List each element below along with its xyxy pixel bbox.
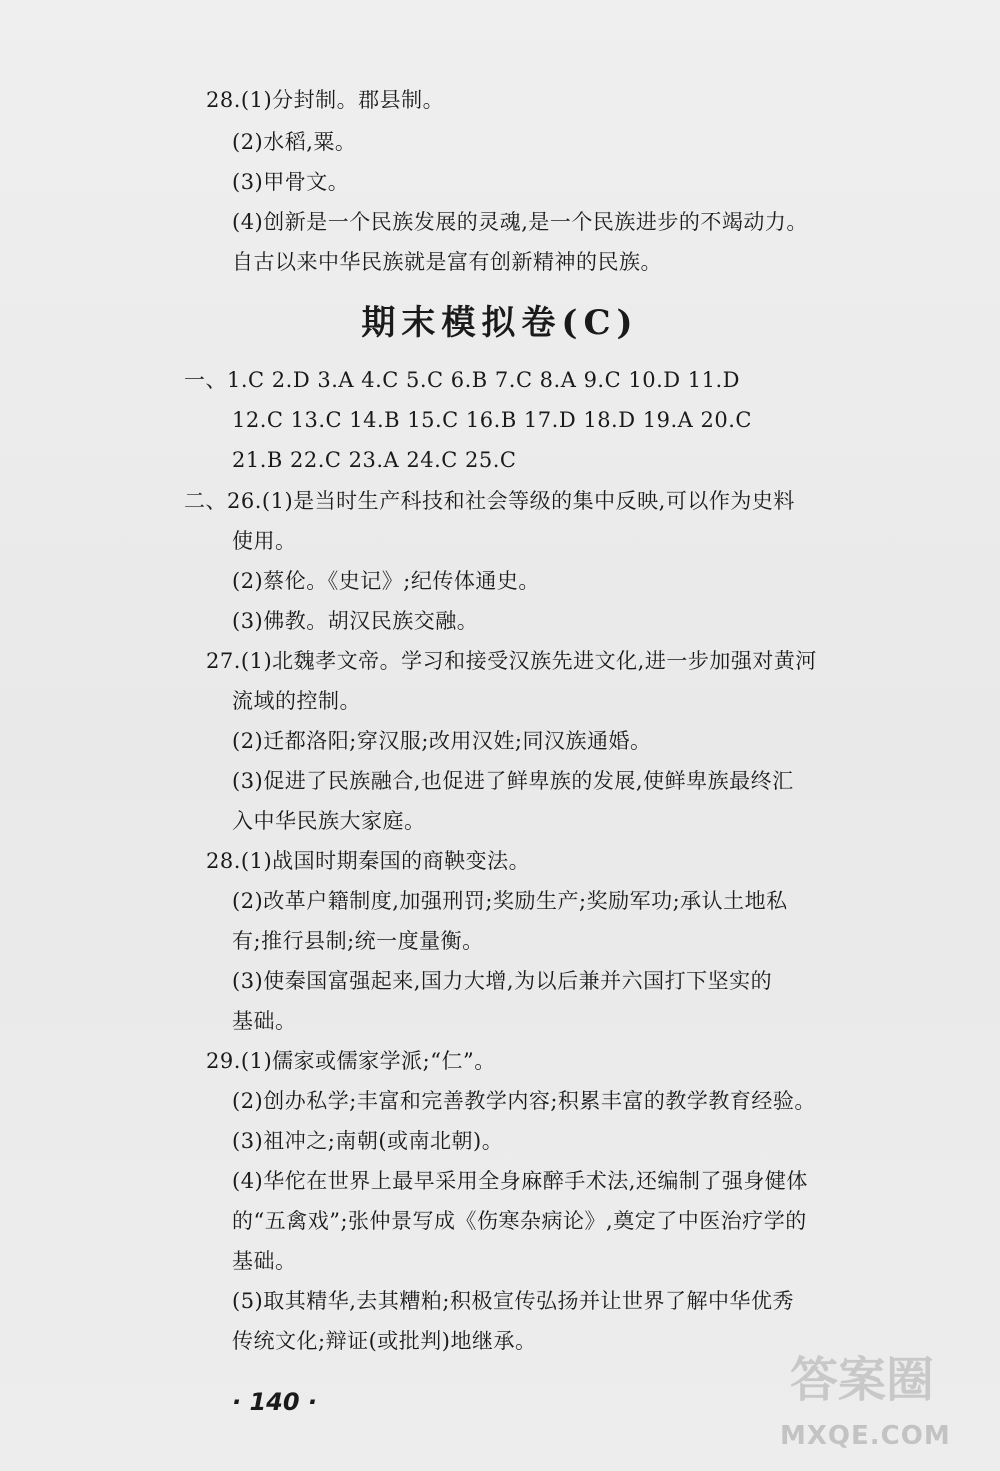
answer-line: (5)取其精华,去其糟粕;积极宣传弘扬并让世界了解中华优秀 (232, 1289, 794, 1313)
answer-line: 29.(1)儒家或儒家学派;“仁”。 (206, 1049, 496, 1073)
answer-line: 27.(1)北魏孝文帝。学习和接受汉族先进文化,进一步加强对黄河 (206, 649, 817, 673)
answer-line: 12.C 13.C 14.B 15.C 16.B 17.D 18.D 19.A 20.C (232, 408, 752, 432)
answer-line: (4)创新是一个民族发展的灵魂,是一个民族进步的不竭动力。 (232, 210, 808, 234)
section-title: 期末模拟卷(C) (361, 303, 639, 343)
answer-line: (2)创办私学;丰富和完善教学内容;积累丰富的教学教育经验。 (232, 1089, 816, 1113)
answer-line: 一、1.C 2.D 3.A 4.C 5.C 6.B 7.C 8.A 9.C 10.D 11.D (184, 368, 740, 392)
answer-line: 有;推行县制;统一度量衡。 (232, 929, 484, 953)
answer-line: 21.B 22.C 23.A 24.C 25.C (232, 448, 517, 472)
answer-line: 的“五禽戏”;张仲景写成《伤寒杂病论》,奠定了中医治疗学的 (232, 1209, 807, 1233)
answer-line: 二、26.(1)是当时生产科技和社会等级的集中反映,可以作为史料 (184, 489, 795, 513)
answer-line: 基础。 (232, 1009, 297, 1033)
page-number: · 140 · (232, 1388, 318, 1416)
answer-line: 入中华民族大家庭。 (232, 809, 426, 833)
answer-line: 28.(1)战国时期秦国的商鞅变法。 (206, 849, 531, 873)
answer-line: (2)迁都洛阳;穿汉服;改用汉姓;同汉族通婚。 (232, 729, 652, 753)
answer-line: 传统文化;辩证(或批判)地继承。 (232, 1329, 537, 1353)
answer-line: 28.(1)分封制。郡县制。 (206, 88, 445, 112)
answer-line: 自古以来中华民族就是富有创新精神的民族。 (232, 250, 662, 274)
answer-line: (3)祖冲之;南朝(或南北朝)。 (232, 1129, 504, 1153)
answer-line: 使用。 (232, 529, 297, 553)
answer-line: 流域的控制。 (232, 689, 361, 713)
answer-line: (4)华佗在世界上最早采用全身麻醉手术法,还编制了强身健体 (232, 1169, 808, 1193)
watermark-url: MXQE.COM (780, 1421, 951, 1451)
answer-line: (3)佛教。胡汉民族交融。 (232, 609, 479, 633)
answer-line: (3)甲骨文。 (232, 170, 350, 194)
watermark-logo: 答案圈 (790, 1352, 935, 1408)
answer-line: (3)促进了民族融合,也促进了鲜卑族的发展,使鲜卑族最终汇 (232, 769, 794, 793)
answer-line: (2)改革户籍制度,加强刑罚;奖励生产;奖励军功;承认土地私 (232, 889, 788, 913)
answer-line: (2)蔡伦。《史记》;纪传体通史。 (232, 569, 540, 593)
answer-line: (2)水稻,粟。 (232, 130, 357, 154)
answer-line: 基础。 (232, 1249, 297, 1273)
answer-line: (3)使秦国富强起来,国力大增,为以后兼并六国打下坚实的 (232, 969, 773, 993)
watermark (780, 1341, 970, 1451)
